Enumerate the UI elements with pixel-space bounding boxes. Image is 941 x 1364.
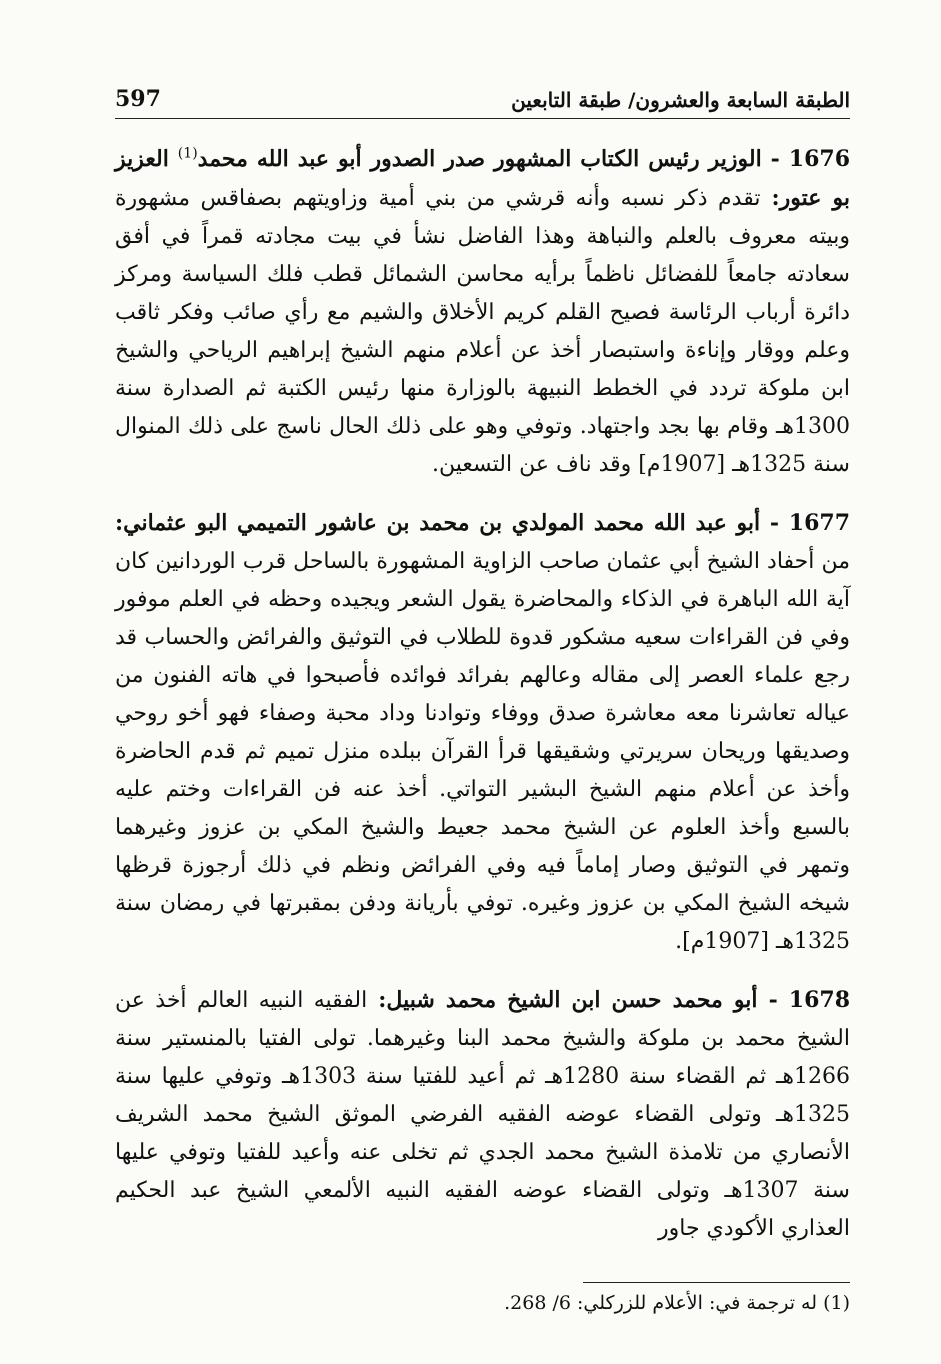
entry-body: الفقيه النبيه العالم أخذ عن الشيخ محمد بن ملوكة والشيخ محمد البنا وغيرهما. تولى الفتيا بالمنستير سنة 1266هـ ثم القضاء سنة 1280هـ ثم أعيد للفتيا سنة 1303هـ وتوفي عليها سنة 1325هـ وتولى القضاء عوضه الفقيه الفرضي الموثق الشيخ محمد الشريف الأنصاري من تلامذة الشيخ محمد الجدي ثم تخلى عنه وأعيد للفتيا وتوفي عليها سنة 1307هـ وتولى القضاء عوضه الفقيه النبيه الألمعي الشيخ عبد الحكيم العذاري الأكودي جاور bbox=[115, 988, 850, 1241]
page-body bbox=[115, 140, 850, 1268]
footnote-divider bbox=[583, 1282, 850, 1283]
page-header bbox=[115, 80, 850, 119]
footnote: (1) له ترجمة في: الأعلام للزركلي: 6/ 268. bbox=[504, 1292, 850, 1314]
entry-body: من أحفاد الشيخ أبي عثمان صاحب الزاوية المشهورة بالساحل قرب الوردانين كان آية الله الباهرة في الذكاء والمحاضرة يقول الشعر ويجيده وحظه في العلم موفور وفي فن القراءات سعيه مشكور قدوة للطلاب في التوثيق والفرائض والحساب قد رجع علماء العصر إلى مقاله وعالهم بفرائد فوائده فأصبحوا في هاته الفنون من عياله تعاشرنا معه معاشرة صدق ووفاء وتوادنا وداد محبة وصفاء فهو أخو روحي وصديقها وريحان سريرتي وشقيقها قرأ القرآن ببلده منزل تميم ثم قدم الحاضرة وأخذ عن أعلام منهم الشيخ البشير التواتي. أخذ عنه فن القراءات وختم عليه بالسبع وأخذ العلوم عن الشيخ محمد جعيط والشيخ المكي بن عزوز وغيرهما وتمهر في التوثيق وصار إماماً فيه وفي الفرائض ونظم في ذلك أرجوزة قرظها شيخه الشيخ المكي بن عزوز وغيره. توفي بأريانة ودفن بمقبرتها في رمضان سنة 1325هـ [1907م]. bbox=[115, 549, 850, 954]
entry-1678 bbox=[115, 981, 850, 1248]
footnote-ref[interactable]: (1) bbox=[177, 145, 198, 162]
entry-number: 1678 - bbox=[757, 987, 851, 1013]
page-number: 597 bbox=[115, 86, 161, 112]
entry-heading: الوزير رئيس الكتاب المشهور صدر الصدور أبو عبد الله محمد bbox=[197, 146, 762, 172]
entry-1676 bbox=[115, 140, 850, 484]
entry-heading: أبو محمد حسن ابن الشيخ محمد شبيل: bbox=[367, 987, 758, 1013]
entry-heading: أبو عبد الله محمد المولدي بن محمد بن عاشور التميمي البو عثماني: bbox=[115, 510, 761, 536]
entry-1677 bbox=[115, 504, 850, 961]
entry-body: تقدم ذكر نسبه وأنه قرشي من بني أمية وزاويتهم بصفاقس مشهورة وبيته معروف بالعلم والنباهة وهذا الفاضل نشأ في بيت مجادته قمراً في أفق سعادته جامعاً للفضائل ناظماً برأيه محاسن الشمائل قطب فلك السياسة ومركز دائرة أرباب الرئاسة فصيح القلم كريم الأخلاق والشيم مع رأي صائب وفكر ثاقب وعلم ووقار وإناءة واستبصار أخذ عن أعلام منهم الشيخ إبراهيم الرياحي والشيخ ابن ملوكة تردد في الخطط النبيهة بالوزارة منها رئيس الكتبة ثم الصدارة سنة 1300هـ وقام بها بجد واجتهاد. وتوفي وهو على ذلك الحال ناسج على ذلك المنوال سنة 1325هـ [1907م] وقد ناف عن التسعين. bbox=[115, 186, 850, 477]
entry-number: 1677 - bbox=[760, 510, 850, 536]
entry-heading-cont: العزيز بو عتور: bbox=[115, 146, 850, 211]
entry-number: 1676 - bbox=[761, 146, 851, 172]
running-title: الطبقة السابعة والعشرون/ طبقة التابعين bbox=[511, 88, 850, 112]
